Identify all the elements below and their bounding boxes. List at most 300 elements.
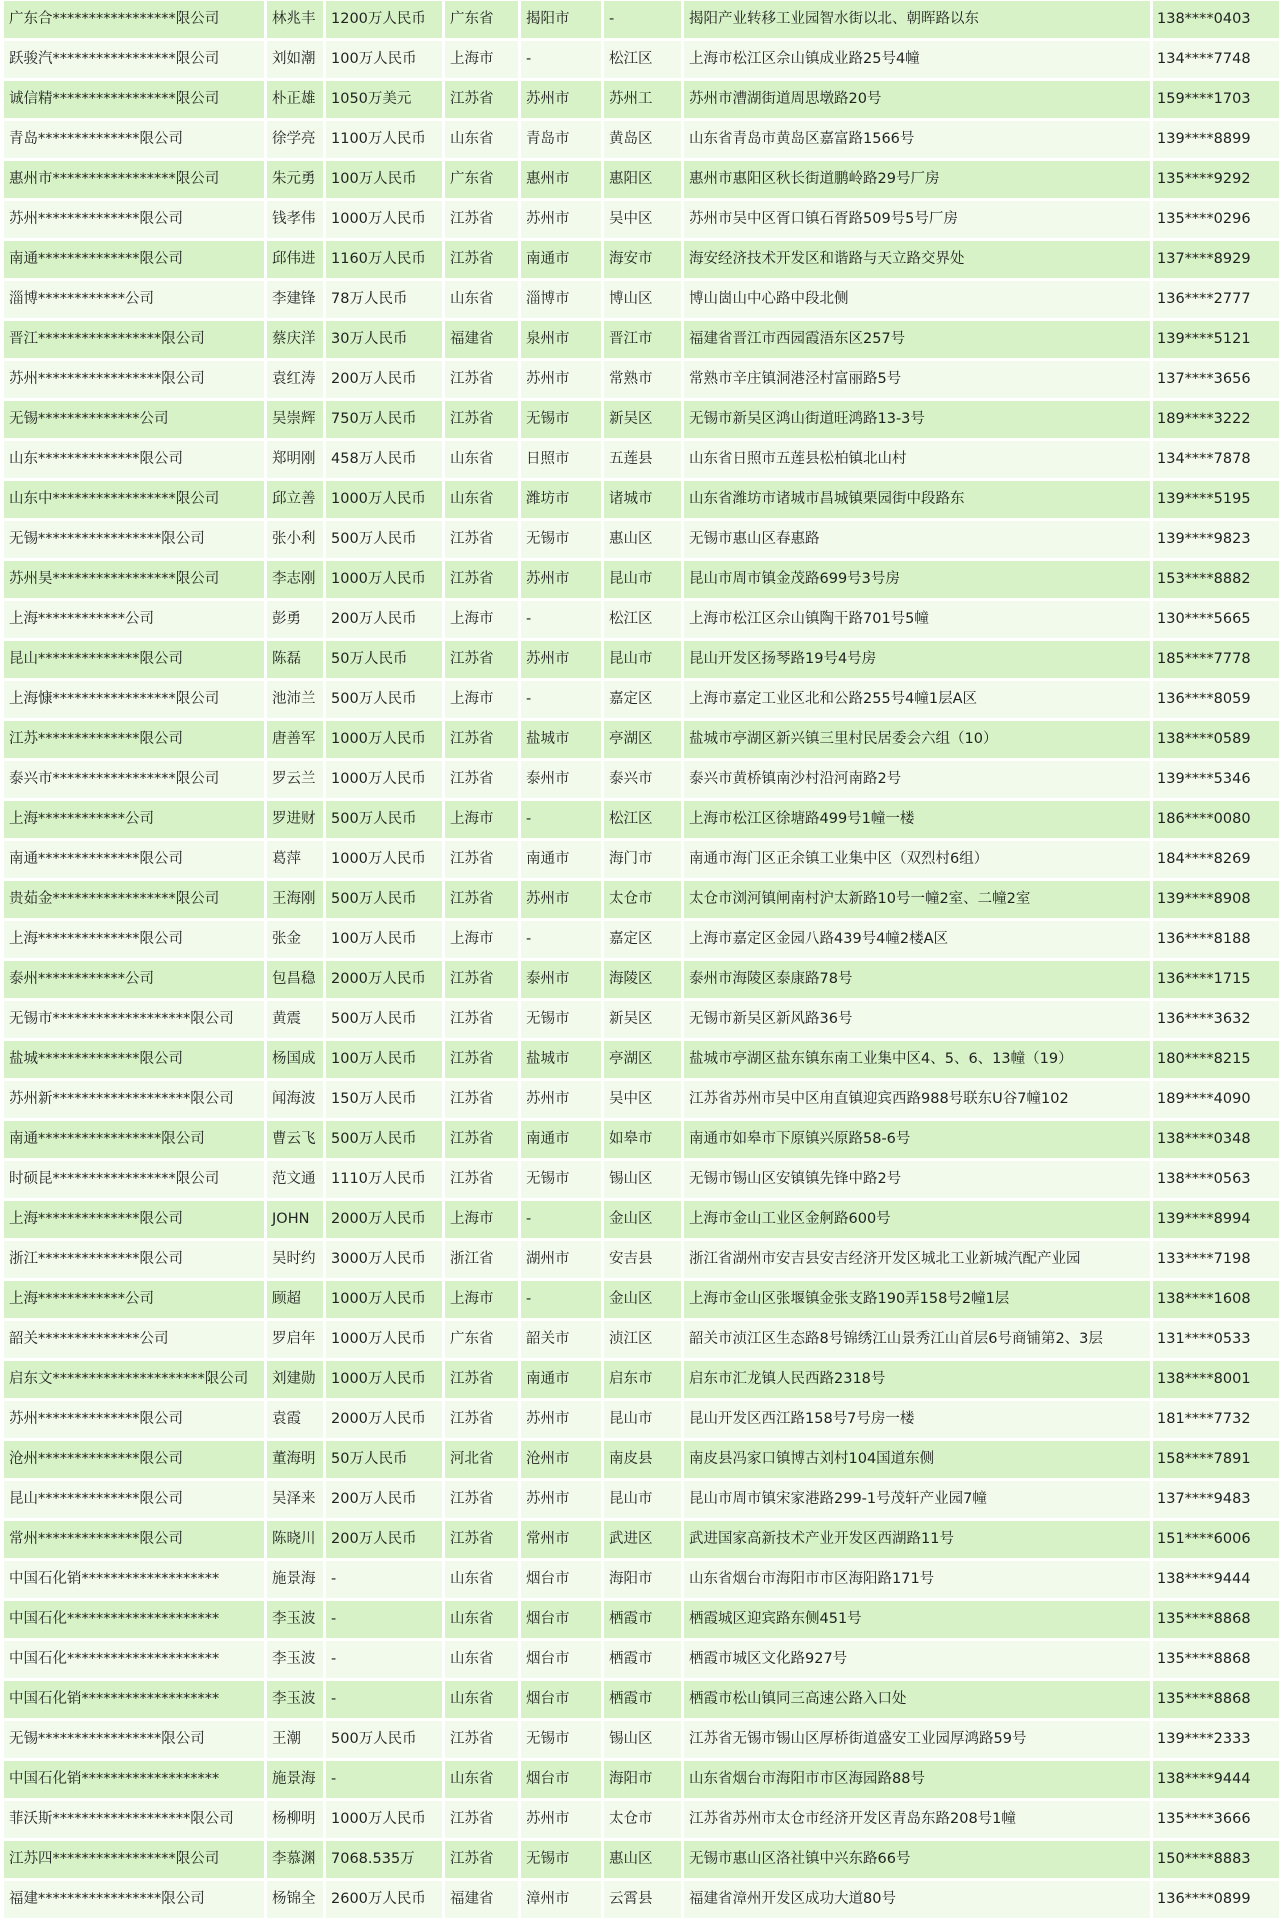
city-cell: 南通市 [521,841,601,878]
district-cell: 苏州工 [604,81,681,118]
address-cell: 南皮县冯家口镇博古刘村104国道东侧 [684,1441,1150,1478]
district-cell: 常熟市 [604,361,681,398]
company-name-cell: 韶关**************公司 [4,1321,264,1358]
legal-rep-cell: 唐善军 [267,721,323,758]
phone-cell: 139****8908 [1153,881,1279,918]
registered-capital-cell: 50万人民币 [326,1441,442,1478]
address-cell: 惠州市惠阳区秋长街道鹏岭路29号厂房 [684,161,1150,198]
province-cell: 江苏省 [445,521,518,558]
legal-rep-cell: 林兆丰 [267,1,323,38]
registered-capital-cell: 2000万人民币 [326,1401,442,1438]
province-cell: 江苏省 [445,361,518,398]
province-cell: 山东省 [445,121,518,158]
address-cell: 无锡市惠山区洛社镇中兴东路66号 [684,1841,1150,1878]
city-cell: 潍坊市 [521,481,601,518]
city-cell: 无锡市 [521,1161,601,1198]
district-cell: 黄岛区 [604,121,681,158]
province-cell: 河北省 [445,1441,518,1478]
phone-cell: 158****7891 [1153,1441,1279,1478]
city-cell: 日照市 [521,441,601,478]
company-name-cell: 昆山**************限公司 [4,641,264,678]
district-cell: 昆山市 [604,641,681,678]
legal-rep-cell: 张金 [267,921,323,958]
company-name-cell: 中国石化销******************* [4,1761,264,1798]
legal-rep-cell: 曹云飞 [267,1121,323,1158]
registered-capital-cell: 7068.535万 [326,1841,442,1878]
district-cell: 太仓市 [604,1801,681,1838]
phone-cell: 139****8994 [1153,1201,1279,1238]
company-name-cell: 广东合*****************限公司 [4,1,264,38]
address-cell: 福建省晋江市西园霞浯东区257号 [684,321,1150,358]
phone-cell: 181****7732 [1153,1401,1279,1438]
company-name-cell: 山东中*****************限公司 [4,481,264,518]
city-cell: 惠州市 [521,161,601,198]
company-name-cell: 山东**************限公司 [4,441,264,478]
legal-rep-cell: 施景海 [267,1761,323,1798]
legal-rep-cell: 邱立善 [267,481,323,518]
province-cell: 江苏省 [445,1481,518,1518]
district-cell: 海门市 [604,841,681,878]
table-row [4,641,1279,678]
address-cell: 太仓市浏河镇闸南村沪太新路10号一幢2室、二幢2室 [684,881,1150,918]
district-cell: 海安市 [604,241,681,278]
address-cell: 无锡市惠山区春惠路 [684,521,1150,558]
company-name-cell: 泰兴市*****************限公司 [4,761,264,798]
phone-cell: 137****9483 [1153,1481,1279,1518]
registered-capital-cell: 1200万人民币 [326,1,442,38]
city-cell: 烟台市 [521,1641,601,1678]
legal-rep-cell: 黄震 [267,1001,323,1038]
district-cell: 松江区 [604,601,681,638]
city-cell: 南通市 [521,1121,601,1158]
phone-cell: 135****8868 [1153,1601,1279,1638]
phone-cell: 189****4090 [1153,1081,1279,1118]
legal-rep-cell: 郑明刚 [267,441,323,478]
phone-cell: 139****5195 [1153,481,1279,518]
province-cell: 上海市 [445,1201,518,1238]
legal-rep-cell: 董海明 [267,1441,323,1478]
registered-capital-cell: - [326,1601,442,1638]
company-name-cell: 苏州昊*****************限公司 [4,561,264,598]
address-cell: 栖霞市城区文化路927号 [684,1641,1150,1678]
city-cell: 苏州市 [521,201,601,238]
company-name-cell: 苏州**************限公司 [4,1401,264,1438]
city-cell: 无锡市 [521,521,601,558]
table-row [4,921,1279,958]
legal-rep-cell: 范文通 [267,1161,323,1198]
legal-rep-cell: 吴崇辉 [267,401,323,438]
company-name-cell: 跃骏汽*****************限公司 [4,41,264,78]
city-cell: 苏州市 [521,361,601,398]
address-cell: 启东市汇龙镇人民西路2318号 [684,1361,1150,1398]
phone-cell: 139****5346 [1153,761,1279,798]
legal-rep-cell: 李玉波 [267,1641,323,1678]
phone-cell: 138****9444 [1153,1761,1279,1798]
legal-rep-cell: 杨国成 [267,1041,323,1078]
legal-rep-cell: 刘如潮 [267,41,323,78]
province-cell: 江苏省 [445,761,518,798]
phone-cell: 135****9292 [1153,161,1279,198]
legal-rep-cell: 徐学亮 [267,121,323,158]
table-row [4,1761,1279,1798]
phone-cell: 185****7778 [1153,641,1279,678]
phone-cell: 159****1703 [1153,81,1279,118]
city-cell: - [521,41,601,78]
address-cell: 昆山市周市镇宋家港路299-1号茂轩产业园7幢 [684,1481,1150,1518]
province-cell: 山东省 [445,1601,518,1638]
address-cell: 昆山市周市镇金茂路699号3号房 [684,561,1150,598]
district-cell: 云霄县 [604,1881,681,1918]
legal-rep-cell: 李建锋 [267,281,323,318]
address-cell: 无锡市新吴区鸿山街道旺鸿路13-3号 [684,401,1150,438]
phone-cell: 138****0348 [1153,1121,1279,1158]
table-row [4,401,1279,438]
legal-rep-cell: 吴时约 [267,1241,323,1278]
phone-cell: 135****8868 [1153,1641,1279,1678]
city-cell: 南通市 [521,1361,601,1398]
company-name-cell: 上海************公司 [4,601,264,638]
district-cell: 亭湖区 [604,721,681,758]
registered-capital-cell: 2000万人民币 [326,961,442,998]
province-cell: 江苏省 [445,1041,518,1078]
city-cell: 烟台市 [521,1761,601,1798]
city-cell: 无锡市 [521,401,601,438]
phone-cell: 134****7748 [1153,41,1279,78]
address-cell: 上海市金山工业区金舸路600号 [684,1201,1150,1238]
city-cell: 苏州市 [521,561,601,598]
phone-cell: 130****5665 [1153,601,1279,638]
legal-rep-cell: JOHN [267,1201,323,1238]
company-name-cell: 时硕昆*****************限公司 [4,1161,264,1198]
address-cell: 山东省烟台市海阳市市区海园路88号 [684,1761,1150,1798]
company-name-cell: 无锡*****************限公司 [4,1721,264,1758]
table-row [4,1281,1279,1318]
company-name-cell: 无锡*****************限公司 [4,521,264,558]
company-name-cell: 南通*****************限公司 [4,1121,264,1158]
city-cell: 烟台市 [521,1601,601,1638]
table-row [4,1521,1279,1558]
province-cell: 福建省 [445,321,518,358]
address-cell: 山东省青岛市黄岛区嘉富路1566号 [684,121,1150,158]
registered-capital-cell: 200万人民币 [326,361,442,398]
registered-capital-cell: 1000万人民币 [326,1321,442,1358]
phone-cell: 180****8215 [1153,1041,1279,1078]
province-cell: 江苏省 [445,201,518,238]
legal-rep-cell: 陈晓川 [267,1521,323,1558]
district-cell: 昆山市 [604,561,681,598]
registered-capital-cell: - [326,1681,442,1718]
address-cell: 泰州市海陵区泰康路78号 [684,961,1150,998]
table-row [4,361,1279,398]
phone-cell: 153****8882 [1153,561,1279,598]
company-name-cell: 泰州************公司 [4,961,264,998]
province-cell: 江苏省 [445,1121,518,1158]
address-cell: 苏州市吴中区胥口镇石胥路509号5号厂房 [684,201,1150,238]
registered-capital-cell: 500万人民币 [326,681,442,718]
legal-rep-cell: 李慕渊 [267,1841,323,1878]
province-cell: 江苏省 [445,961,518,998]
phone-cell: 136****1715 [1153,961,1279,998]
phone-cell: 139****8899 [1153,121,1279,158]
province-cell: 江苏省 [445,721,518,758]
company-name-cell: 上海慷*****************限公司 [4,681,264,718]
district-cell: 嘉定区 [604,681,681,718]
registered-capital-cell: 500万人民币 [326,881,442,918]
legal-rep-cell: 陈磊 [267,641,323,678]
city-cell: 揭阳市 [521,1,601,38]
registered-capital-cell: 78万人民币 [326,281,442,318]
province-cell: 江苏省 [445,81,518,118]
address-cell: 江苏省苏州市太仓市经济开发区青岛东路208号1幢 [684,1801,1150,1838]
table-row [4,1161,1279,1198]
registered-capital-cell: 1050万美元 [326,81,442,118]
city-cell: 苏州市 [521,641,601,678]
province-cell: 江苏省 [445,561,518,598]
address-cell: 上海市松江区佘山镇陶干路701号5幢 [684,601,1150,638]
company-name-cell: 无锡市*******************限公司 [4,1001,264,1038]
company-name-cell: 启东文*********************限公司 [4,1361,264,1398]
table-row [4,841,1279,878]
city-cell: - [521,601,601,638]
city-cell: 烟台市 [521,1681,601,1718]
table-row [4,1081,1279,1118]
legal-rep-cell: 钱孝伟 [267,201,323,238]
address-cell: 南通市海门区正余镇工业集中区（双烈村6组） [684,841,1150,878]
registered-capital-cell: 500万人民币 [326,1001,442,1038]
province-cell: 江苏省 [445,1081,518,1118]
city-cell: 苏州市 [521,1801,601,1838]
table-row [4,1041,1279,1078]
phone-cell: 135****8868 [1153,1681,1279,1718]
district-cell: 金山区 [604,1201,681,1238]
table-row [4,1641,1279,1678]
city-cell: 淄博市 [521,281,601,318]
table-row [4,801,1279,838]
phone-cell: 151****6006 [1153,1521,1279,1558]
address-cell: 博山崮山中心路中段北侧 [684,281,1150,318]
city-cell: - [521,1281,601,1318]
district-cell: 晋江市 [604,321,681,358]
table-row [4,561,1279,598]
registered-capital-cell: - [326,1641,442,1678]
address-cell: 无锡市新吴区新风路36号 [684,1001,1150,1038]
registered-capital-cell: 30万人民币 [326,321,442,358]
legal-rep-cell: 葛萍 [267,841,323,878]
company-name-cell: 中国石化销******************* [4,1561,264,1598]
city-cell: 无锡市 [521,1721,601,1758]
province-cell: 江苏省 [445,1001,518,1038]
phone-cell: 137****8929 [1153,241,1279,278]
province-cell: 江苏省 [445,401,518,438]
phone-cell: 136****3632 [1153,1001,1279,1038]
province-cell: 江苏省 [445,641,518,678]
table-row [4,1841,1279,1878]
phone-cell: 138****0563 [1153,1161,1279,1198]
address-cell: 南通市如皋市下原镇兴原路58-6号 [684,1121,1150,1158]
registered-capital-cell: - [326,1761,442,1798]
registered-capital-cell: 1000万人民币 [326,481,442,518]
district-cell: 栖霞市 [604,1641,681,1678]
city-cell: 漳州市 [521,1881,601,1918]
company-name-cell: 常州**************限公司 [4,1521,264,1558]
province-cell: 江苏省 [445,1841,518,1878]
province-cell: 广东省 [445,1,518,38]
legal-rep-cell: 罗启年 [267,1321,323,1358]
address-cell: 栖霞城区迎宾路东侧451号 [684,1601,1150,1638]
address-cell: 苏州市漕湖街道周思墩路20号 [684,81,1150,118]
table-row [4,1401,1279,1438]
table-row [4,1201,1279,1238]
district-cell: 诸城市 [604,481,681,518]
registered-capital-cell: 1000万人民币 [326,1801,442,1838]
city-cell: 苏州市 [521,1401,601,1438]
phone-cell: 138****9444 [1153,1561,1279,1598]
phone-cell: 136****8059 [1153,681,1279,718]
table-row [4,601,1279,638]
city-cell: 泰州市 [521,961,601,998]
registered-capital-cell: 1100万人民币 [326,121,442,158]
company-name-cell: 江苏**************限公司 [4,721,264,758]
company-name-cell: 南通**************限公司 [4,241,264,278]
phone-cell: 135****0296 [1153,201,1279,238]
company-name-cell: 晋江*****************限公司 [4,321,264,358]
address-cell: 山东省日照市五莲县松柏镇北山村 [684,441,1150,478]
district-cell: 浈江区 [604,1321,681,1358]
table-row [4,81,1279,118]
district-cell: 栖霞市 [604,1601,681,1638]
company-name-cell: 苏州**************限公司 [4,201,264,238]
district-cell: 昆山市 [604,1401,681,1438]
province-cell: 江苏省 [445,1401,518,1438]
province-cell: 山东省 [445,1681,518,1718]
registered-capital-cell: 100万人民币 [326,161,442,198]
table-row [4,1881,1279,1918]
table-row [4,161,1279,198]
company-name-cell: 江苏四*****************限公司 [4,1841,264,1878]
province-cell: 山东省 [445,281,518,318]
district-cell: 松江区 [604,41,681,78]
legal-rep-cell: 朴正雄 [267,81,323,118]
legal-rep-cell: 蔡庆洋 [267,321,323,358]
registered-capital-cell: 1000万人民币 [326,561,442,598]
district-cell: 锡山区 [604,1721,681,1758]
city-cell: - [521,801,601,838]
company-name-cell: 苏州新*******************限公司 [4,1081,264,1118]
company-name-cell: 中国石化********************* [4,1641,264,1678]
address-cell: 上海市松江区徐塘路499号1幢一楼 [684,801,1150,838]
city-cell: 苏州市 [521,1081,601,1118]
table-row [4,1241,1279,1278]
registered-capital-cell: 500万人民币 [326,1121,442,1158]
phone-cell: 150****8883 [1153,1841,1279,1878]
province-cell: 上海市 [445,41,518,78]
phone-cell: 139****9823 [1153,521,1279,558]
district-cell: 金山区 [604,1281,681,1318]
district-cell: 海陵区 [604,961,681,998]
table-row [4,1681,1279,1718]
district-cell: 如皋市 [604,1121,681,1158]
district-cell: 泰兴市 [604,761,681,798]
legal-rep-cell: 闻海波 [267,1081,323,1118]
district-cell: 惠阳区 [604,161,681,198]
city-cell: 苏州市 [521,1481,601,1518]
registered-capital-cell: - [326,1561,442,1598]
company-name-cell: 上海**************限公司 [4,921,264,958]
legal-rep-cell: 包昌稳 [267,961,323,998]
company-table [1,0,1280,1920]
city-cell: 苏州市 [521,881,601,918]
phone-cell: 139****5121 [1153,321,1279,358]
legal-rep-cell: 施景海 [267,1561,323,1598]
province-cell: 江苏省 [445,241,518,278]
address-cell: 上海市嘉定区金园八路439号4幢2楼A区 [684,921,1150,958]
registered-capital-cell: 500万人民币 [326,801,442,838]
registered-capital-cell: 200万人民币 [326,601,442,638]
province-cell: 山东省 [445,1561,518,1598]
city-cell: 泰州市 [521,761,601,798]
district-cell: 海阳市 [604,1561,681,1598]
city-cell: 无锡市 [521,1001,601,1038]
city-cell: - [521,921,601,958]
province-cell: 福建省 [445,1881,518,1918]
district-cell: 新吴区 [604,1001,681,1038]
address-cell: 揭阳产业转移工业园智水街以北、朝晖路以东 [684,1,1150,38]
province-cell: 山东省 [445,441,518,478]
table-row [4,1441,1279,1478]
registered-capital-cell: 1110万人民币 [326,1161,442,1198]
address-cell: 山东省烟台市海阳市市区海阳路171号 [684,1561,1150,1598]
table-row [4,481,1279,518]
city-cell: 苏州市 [521,81,601,118]
phone-cell: 138****0589 [1153,721,1279,758]
address-cell: 昆山开发区扬琴路19号4号房 [684,641,1150,678]
phone-cell: 139****2333 [1153,1721,1279,1758]
phone-cell: 134****7878 [1153,441,1279,478]
city-cell: - [521,681,601,718]
city-cell: 青岛市 [521,121,601,158]
phone-cell: 184****8269 [1153,841,1279,878]
legal-rep-cell: 吴泽来 [267,1481,323,1518]
registered-capital-cell: 500万人民币 [326,521,442,558]
table-row [4,201,1279,238]
table-row [4,1321,1279,1358]
address-cell: 江苏省苏州市吴中区甪直镇迎宾西路988号联东U谷7幢102 [684,1081,1150,1118]
legal-rep-cell: 袁霞 [267,1401,323,1438]
province-cell: 江苏省 [445,1521,518,1558]
registered-capital-cell: 3000万人民币 [326,1241,442,1278]
registered-capital-cell: 50万人民币 [326,641,442,678]
phone-cell: 138****0403 [1153,1,1279,38]
province-cell: 上海市 [445,801,518,838]
registered-capital-cell: 1000万人民币 [326,1281,442,1318]
district-cell: 栖霞市 [604,1681,681,1718]
registered-capital-cell: 200万人民币 [326,1481,442,1518]
table-row [4,681,1279,718]
legal-rep-cell: 李志刚 [267,561,323,598]
registered-capital-cell: 1000万人民币 [326,761,442,798]
phone-cell: 136****8188 [1153,921,1279,958]
company-name-cell: 沧州**************限公司 [4,1441,264,1478]
address-cell: 武进国家高新技术产业开发区西湖路11号 [684,1521,1150,1558]
table-row [4,1121,1279,1158]
address-cell: 韶关市浈江区生态路8号锦绣江山景秀江山首层6号商铺第2、3层 [684,1321,1150,1358]
province-cell: 江苏省 [445,1161,518,1198]
company-table-body [4,1,1279,1918]
company-name-cell: 昆山**************限公司 [4,1481,264,1518]
address-cell: 福建省漳州开发区成功大道80号 [684,1881,1150,1918]
table-row [4,721,1279,758]
province-cell: 浙江省 [445,1241,518,1278]
